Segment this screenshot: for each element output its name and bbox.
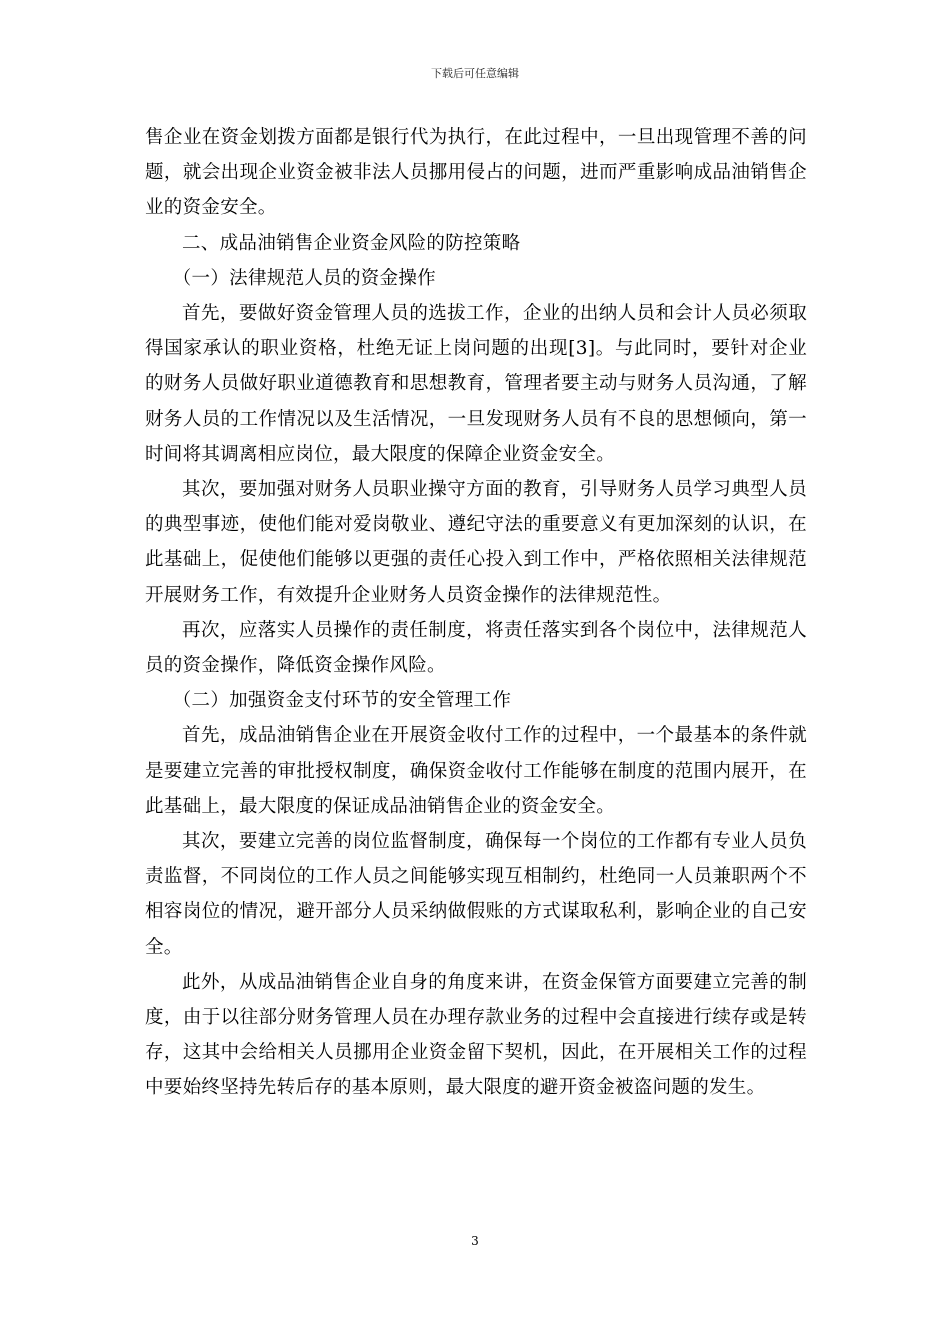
subsection-heading-2: （二）加强资金支付环节的安全管理工作 [172, 690, 512, 712]
subsection-heading-1: （一）法律规范人员的资金操作 [172, 267, 436, 289]
paragraph: 再次，应落实人员操作的责任制度，将责任落实到各个岗位中，法律规范人员的资金操作，降低资金操作风险。 [145, 619, 807, 677]
paragraph: 首先，成品油销售企业在开展资金收付工作的过程中，一个最基本的条件就是要建立完善的审批授权制度，确保资金收付工作能够在制度的范围内展开，在此基础上，最大限度的保证成品油销售企业的资金安全。 [145, 725, 807, 817]
paragraph-continuation: 售企业在资金划拨方面都是银行代为执行，在此过程中，一旦出现管理不善的问题，就会出现企业资金被非法人员挪用侵占的问题，进而严重影响成品油销售企业的资金安全。 [145, 127, 807, 219]
page-number: 3 [471, 1234, 479, 1248]
section-heading: 二、成品油销售企业资金风险的防控策略 [182, 232, 521, 254]
paragraph: 此外，从成品油销售企业自身的角度来讲，在资金保管方面要建立完善的制度，由于以往部分财务管理人员在办理存款业务的过程中会直接进行续存或是转存，这其中会给相关人员挪用企业资金留下契机，因此，在开展相关工作的过程中要始终坚持先转后存的基本原则，最大限度的避开资金被盗问题的发生。 [145, 971, 807, 1099]
page-header-note: 下载后可任意编辑 [431, 67, 519, 80]
paragraph: 首先，要做好资金管理人员的选拔工作，企业的出纳人员和会计人员必须取得国家承认的职业资格，杜绝无证上岗问题的出现[3]。与此同时，要针对企业的财务人员做好职业道德教育和思想教育，管理者要主动与财务人员沟通，了解财务人员的工作情况以及生活情况，一旦发现财务人员有不良的思想倾向，第一时间将其调离相应岗位，最大限度的保障企业资金安全。 [145, 303, 807, 465]
paragraph: 其次，要加强对财务人员职业操守方面的教育，引导财务人员学习典型人员的典型事迹，使他们能对爱岗敬业、遵纪守法的重要意义有更加深刻的认识，在此基础上，促使他们能够以更强的责任心投入到工作中，严格依照相关法律规范开展财务工作，有效提升企业财务人员资金操作的法律规范性。 [145, 479, 807, 606]
paragraph: 其次，要建立完善的岗位监督制度，确保每一个岗位的工作都有专业人员负责监督，不同岗位的工作人员之间能够实现互相制约，杜绝同一人员兼职两个不相容岗位的情况，避开部分人员采纳做假账的方式谋取私利，影响企业的自己安全。 [145, 831, 807, 958]
document-body [145, 120, 807, 1106]
